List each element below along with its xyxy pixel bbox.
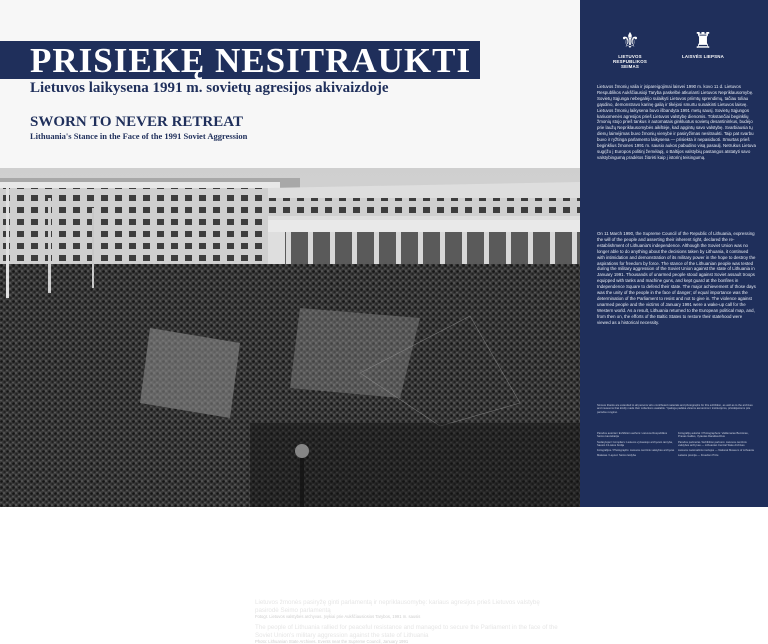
info-panel (580, 0, 768, 507)
photo-credit-lt: Fotogr. Lietuvos valstybės archyvas. Įvykiai prie Aukščiausiosios Tarybos, 1991 m. sausis (255, 614, 421, 620)
laisves-emblem-icon: ♜ (693, 28, 713, 53)
credits-item: Parodos partneriai / Exhibition partners: Lietuvos centrinis valstybės archyvas — Lithuanian Central State Archives (678, 440, 747, 447)
credits-item: Parodos autoriai / Exhibition authors: Lietuvos Respublikos Seimo kanceliarija (597, 432, 668, 439)
laisves-logo-text: LAISVĖS LIEPSNA (681, 54, 725, 59)
credits-intro: Sincere thanks are extended to all persons who contributed materials and photographs for this exhibition, as well as to the archives and museums that kindly made their collections available. Ypatinga padėka visiems asmenims ir institucijoms, prisidėjusioms prie parodos rengimo. (597, 404, 753, 414)
credits-item: Sudarytojai / Compilers: Lietuvos vyriausiojo archyvaro tarnyba, Sausio 13-osios brolija (597, 440, 673, 447)
credits-item: Laisvės premija — Freedom Prize (678, 454, 719, 458)
credits-item: Fotografijų autoriai / Photographers: Valdemaras Beniūnas, Pranas Gailius, Vytautas Daraškevičius (678, 432, 749, 439)
panel-text-en: On 11 March 1990, the Supreme Council of the Republic of Lithuania, expressing the will of the people and asserting their inherent right, declared the re-establishment of Lithuania's independence. Although the Soviet Union was no longer able to do anything about the decisions taken by Lithuania, it continued with intimidation and demonstration of its military power in the hope to destroy the aspirations for freedom by force. The stance of the Lithuanian people was tested during the military aggression of the Soviet Union against the state of Lithuania in January 1991. Thousands of unarmed people stood against Soviet assault troops equipped with tanks and machine guns, and kept guard at the bonfires in Independence Square to defend their state. The major achievement of those days was the unity of the people in the face of danger; of equal importance was the determination of the Parliament to resist and not to give in. The violence against unarmed people and the victims of January 1991 were a wake-up call for the Western world. As a result, Lithuania returned to the European political map, and, from then on, the efforts of the Baltic States to restore their statehood were viewed as a historical necessity. (597, 231, 756, 325)
photo-credit-en: Photo: Lithuanian State Archives. Events near the Supreme Council, January 1991 (255, 639, 409, 644)
seimas-logo (605, 28, 655, 69)
laisves-liepsna-logo (678, 28, 728, 59)
poster-subtitle-en: Lithuania's Stance in the Face of the 1991 Soviet Aggression (30, 131, 248, 141)
crowd-photo-illustration (0, 168, 580, 507)
photo-caption-en: The people of Lithuania rallied for peaceful resistance and managed to secure the Parliament in the face of the Soviet Union's military aggression against the state of Lithuania (255, 624, 558, 639)
crowd-photo (0, 168, 580, 644)
credits-column-right (678, 432, 756, 460)
poster-title-lt: PRISIEKĘ NESITRAUKTI (30, 41, 472, 80)
poster-subtitle-lt: Lietuvos laikysena 1991 m. sovietų agresijos akivaizdoje (30, 80, 389, 96)
credits-item: Lietuvos nacionalinis muziejus — National Museum of Lithuania (678, 449, 754, 453)
photo-caption (255, 599, 565, 644)
photo-caption-lt: Lietuvos žmonės pasiryžę ginti parlamentą ir nepriklausomybę: kariaus agresijos prieš Lietuvos valstybę pasirodė Seimo parlamentą (255, 599, 540, 614)
credits-item: Maketas / Layout: Seimo leidyba (597, 454, 636, 458)
seimas-logo-text: LIETUVOS RESPUBLIKOS SEIMAS (613, 54, 647, 69)
poster-title-en: SWORN TO NEVER RETREAT (30, 114, 243, 130)
seimas-emblem-icon: ⚜ (620, 28, 640, 53)
credits-item: Fotografijos / Photographs: Lietuvos centrinis valstybės archyvas (597, 449, 675, 453)
credits-column-left (597, 432, 675, 460)
panel-text-lt: Lietuvos žmonių valia ir įsipareigojimai laisvei 1990 m. kovo 11 d. Lietuvos Respublikos Aukščiausioji Taryba paskelbė atkurianti Lietuvos Nepriklausomybę. Sovietų Sąjunga nebegalėjo sulaikyti Lietuvos priimtų sprendimų, tačiau toliau gąsdino, demonstravo karinę galią ir tikėjosi smurtu sunaikinti Lietuvos laisvę. Lietuvos žmonių laikysena buvo išbandyta 1991 metų sausį. Sovietų Sąjungos kariuomenės agresijos prieš Lietuvos valstybę dienomis. Tūkstančiai beginklių žmonių stojo prieš tankus ir automatais ginkluotus sovietų desantininkus, budėjo prie laužų Nepriklausomybės aikštėje, kad apgintų savo valstybę. Svarbiausia tų dienų laimėjimas buvo žmonių vienybė ir pasiryžimas nesitraukti. Taip pat svarbu buvo ir ryžtinga parlamento laikysena — prisiekta ir nepasiduoti. Smurtas prieš beginklius žmones 1991 m. sausio aukos pabudino visą pasaulį. Netrukus Lietuva sugrįžo į Europos politinį žemėlapį, o Baltijos valstybių pastangos atstatyti savo valstybingumą pradėtos žiūrėti kaip į istorinį teisingumą. (597, 84, 756, 160)
